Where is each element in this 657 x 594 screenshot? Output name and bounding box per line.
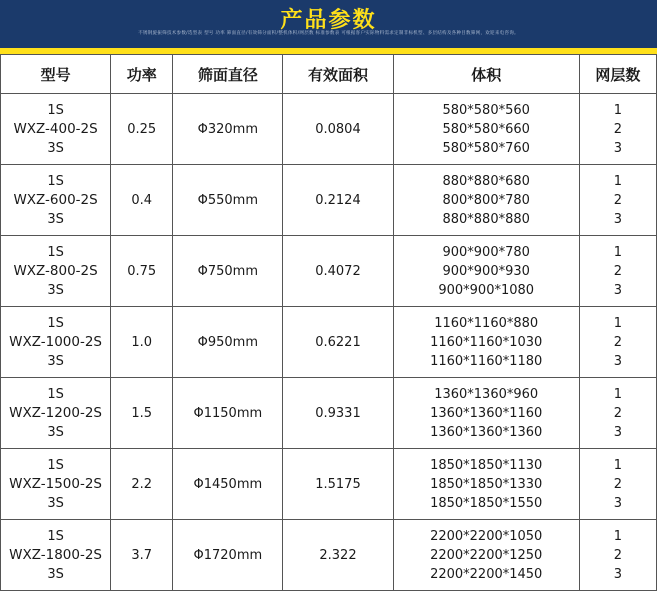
cell-power: 0.75 [111,236,173,307]
cell-layers [579,236,656,307]
volume-line-3: 1360*1360*1360 [430,424,543,440]
model-line-top: 1S [47,315,64,331]
model-line-mid: WXZ-800-2S [13,262,98,279]
layer-line-1: 1 [613,386,623,402]
layer-line-2: 2 [613,547,623,563]
cell-model [1,94,111,165]
volume-line-2: 2200*2200*1250 [430,547,543,563]
cell-diameter: Φ1150mm [173,378,283,449]
cell-volume [393,165,579,236]
cell-layers [579,378,656,449]
layer-line-3: 3 [613,424,623,440]
cell-power: 1.0 [111,307,173,378]
model-line-mid: WXZ-1200-2S [9,404,103,421]
layer-line-2: 2 [613,192,623,208]
volume-line-1: 2200*2200*1050 [430,528,543,544]
table-row [1,94,657,165]
cell-diameter: Φ750mm [173,236,283,307]
cell-layers [579,520,656,591]
column-header-power: 功率 [111,55,173,94]
cell-volume [393,236,579,307]
cell-area: 0.9331 [283,378,393,449]
cell-volume [393,449,579,520]
volume-line-3: 1160*1160*1180 [430,353,543,369]
table-row [1,307,657,378]
volume-line-1: 1360*1360*960 [434,386,539,402]
layer-line-2: 2 [613,334,623,350]
model-line-top: 1S [47,528,64,544]
model-line-bottom: 3S [47,211,64,227]
volume-line-3: 580*580*760 [442,140,530,156]
cell-area: 0.2124 [283,165,393,236]
model-line-top: 1S [47,173,64,189]
cell-volume [393,94,579,165]
model-line-top: 1S [47,244,64,260]
cell-area: 2.322 [283,520,393,591]
model-line-bottom: 3S [47,140,64,156]
table-row [1,449,657,520]
column-header-volume: 体积 [393,55,579,94]
cell-diameter: Φ1450mm [173,449,283,520]
layer-line-1: 1 [613,528,623,544]
volume-line-1: 1160*1160*880 [434,315,539,331]
page-title: 产品参数 [280,8,377,33]
cell-volume [393,520,579,591]
model-line-bottom: 3S [47,353,64,369]
model-line-mid: WXZ-400-2S [13,120,98,137]
layer-line-1: 1 [613,457,623,473]
table-row [1,520,657,591]
table-body [1,94,657,591]
model-line-top: 1S [47,457,64,473]
column-header-model: 型号 [1,55,111,94]
layer-line-3: 3 [613,140,623,156]
volume-line-2: 800*800*780 [442,192,530,208]
cell-model [1,307,111,378]
cell-diameter: Φ320mm [173,94,283,165]
cell-power: 0.4 [111,165,173,236]
cell-layers [579,165,656,236]
model-line-top: 1S [47,102,64,118]
column-header-diameter: 筛面直径 [173,55,283,94]
volume-line-1: 1850*1850*1130 [430,457,543,473]
layer-line-1: 1 [613,102,623,118]
table-header [1,55,657,94]
cell-model [1,520,111,591]
table-header-row [1,55,657,94]
cell-area: 0.0804 [283,94,393,165]
column-header-layers: 网层数 [579,55,656,94]
spec-table [0,54,657,591]
cell-volume [393,307,579,378]
cell-power: 3.7 [111,520,173,591]
cell-volume [393,378,579,449]
cell-model [1,378,111,449]
cell-layers [579,449,656,520]
layer-line-2: 2 [613,121,623,137]
cell-area: 1.5175 [283,449,393,520]
volume-line-1: 580*580*560 [442,102,530,118]
layer-line-1: 1 [613,244,623,260]
volume-line-3: 2200*2200*1450 [430,566,543,582]
banner-subtitle: 不锈钢旋振筛技术参数/选型表 型号 功率 筛面直径/有效筛分面积/整机体积/网层数 标准参数表 可根据客户实际物料需求定制非标机型、多层结构及各种目数筛网，欢迎来电咨询。 [138,31,519,36]
volume-line-2: 1850*1850*1330 [430,476,543,492]
volume-line-2: 900*900*930 [442,263,530,279]
model-line-mid: WXZ-600-2S [13,191,98,208]
layer-line-3: 3 [613,211,623,227]
model-line-bottom: 3S [47,495,64,511]
volume-line-2: 1360*1360*1160 [430,405,543,421]
volume-line-1: 900*900*780 [442,244,530,260]
table-row [1,165,657,236]
cell-power: 1.5 [111,378,173,449]
model-line-mid: WXZ-1500-2S [9,475,103,492]
cell-diameter: Φ950mm [173,307,283,378]
table-row [1,378,657,449]
cell-model [1,165,111,236]
cell-power: 2.2 [111,449,173,520]
layer-line-2: 2 [613,476,623,492]
layer-line-3: 3 [613,566,623,582]
volume-line-3: 1850*1850*1550 [430,495,543,511]
volume-line-2: 1160*1160*1030 [430,334,543,350]
table-row [1,236,657,307]
model-line-bottom: 3S [47,566,64,582]
layer-line-1: 1 [613,173,623,189]
column-header-area: 有效面积 [283,55,393,94]
cell-diameter: Φ550mm [173,165,283,236]
volume-line-3: 900*900*1080 [438,282,535,298]
layer-line-3: 3 [613,282,623,298]
cell-area: 0.4072 [283,236,393,307]
cell-layers [579,307,656,378]
layer-line-1: 1 [613,315,623,331]
model-line-top: 1S [47,386,64,402]
layer-line-2: 2 [613,405,623,421]
model-line-bottom: 3S [47,282,64,298]
cell-diameter: Φ1720mm [173,520,283,591]
header-banner [0,0,657,48]
cell-layers [579,94,656,165]
layer-line-3: 3 [613,353,623,369]
cell-model [1,449,111,520]
model-line-bottom: 3S [47,424,64,440]
layer-line-3: 3 [613,495,623,511]
volume-line-3: 880*880*880 [442,211,530,227]
model-line-mid: WXZ-1800-2S [9,546,103,563]
cell-power: 0.25 [111,94,173,165]
layer-line-2: 2 [613,263,623,279]
model-line-mid: WXZ-1000-2S [9,333,103,350]
cell-area: 0.6221 [283,307,393,378]
volume-line-2: 580*580*660 [442,121,530,137]
volume-line-1: 880*880*680 [442,173,530,189]
cell-model [1,236,111,307]
